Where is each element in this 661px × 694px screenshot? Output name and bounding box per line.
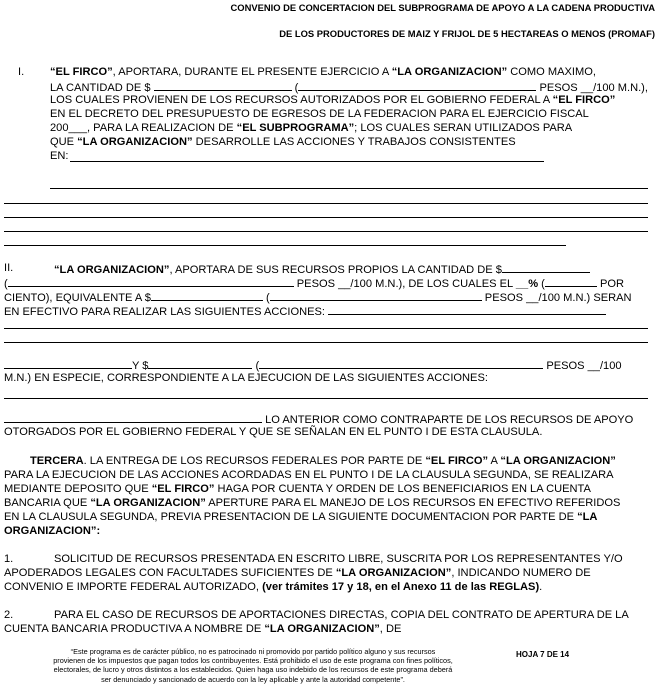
percent-words-blank[interactable] — [545, 276, 597, 287]
clause-tercera-line3: MEDIANTE DEPOSITO QUE “EL FIRCO” HAGA POR CUENTA Y ORDEN DE LOS BENEFICIARIOS EN LA CUENTA — [4, 483, 591, 495]
section-ii-number: II. — [4, 262, 14, 274]
in-kind-actions-blank[interactable] — [4, 412, 262, 423]
clause-tercera-line6: ORGANIZACION”: — [4, 525, 101, 537]
cash-amount-words-blank[interactable] — [270, 290, 482, 301]
actions-blank[interactable] — [4, 245, 566, 246]
section-i-line6: QUE “LA ORGANIZACION” DESARROLLE LAS ACCIONES Y TRABAJOS CONSISTENTES — [50, 136, 516, 148]
section-ii-line8: OTORGADOS POR EL GOBIERNO FEDERAL Y QUE SE SEÑALAN EN EL PUNTO I DE ESTA CLAUSULA. — [4, 426, 543, 438]
cash-actions-blank[interactable] — [328, 304, 606, 315]
actions-blank[interactable] — [4, 203, 648, 204]
footer-legal-notice: “Este programa es de carácter público, no es patrocinado ni promovido por partido político alguno y sus recursos provienen de los impuestos que pagan todos los contribuyentes. Está prohibido el uso de este programa con fines políticos, electorales, de lucro y otros distintos a los establecidos. Quien haga uso indebido de los recursos de este programa deberá ser denunciado y sancionado de acuerdo con la ley aplicable y ante la autoridad competente”. — [53, 647, 453, 684]
item-1-line1: SOLICITUD DE RECURSOS PRESENTADA EN ESCRITO LIBRE, SUSCRITA POR LOS REPRESENTANTES Y/O — [54, 553, 623, 565]
amount-blank[interactable] — [154, 80, 292, 91]
actions-blank[interactable] — [4, 231, 648, 232]
amount-words-blank[interactable] — [298, 80, 536, 91]
section-ii-line4: EN EFECTIVO PARA REALIZAR LAS SIGUIENTES ACCIONES: — [4, 304, 606, 319]
header-title-line1: CONVENIO DE CONCERTACION DEL SUBPROGRAMA DE APOYO A LA CADENA PRODUCTIVA — [230, 2, 655, 13]
clause-tercera-line4: BANCARIA QUE “LA ORGANIZACION” APERTURE PARA EL MANEJO DE LOS RECURSOS EN EFECTIVO REFERIDOS — [4, 497, 621, 509]
item-1-number: 1. — [4, 553, 14, 565]
in-kind-actions-blank[interactable] — [4, 398, 648, 399]
page-number: HOJA 7 DE 14 — [516, 650, 570, 659]
in-kind-amount-blank[interactable] — [148, 358, 252, 369]
section-i-number: I. — [18, 66, 25, 78]
cash-actions-blank[interactable] — [4, 328, 648, 329]
cash-amount-blank[interactable] — [151, 290, 263, 301]
section-i-line2: LA CANTIDAD DE $ ( PESOS __/100 M.N.), — [50, 82, 648, 94]
section-ii-line1: “LA ORGANIZACION”, APORTARA DE SUS RECURSOS PROPIOS LA CANTIDAD DE $ — [54, 262, 590, 277]
section-i-line3: LOS CUALES PROVIENEN DE LOS RECURSOS AUTORIZADOS POR EL GOBIERNO FEDERAL A “EL FIRCO” — [50, 94, 616, 106]
in-kind-amount-words-blank[interactable] — [259, 358, 543, 369]
own-amount-words-blank[interactable] — [8, 276, 294, 287]
section-ii-line2: ( PESOS __/100 M.N.), DE LOS CUALES EL __% ( POR — [4, 278, 624, 290]
section-i-line7: EN: — [50, 150, 69, 162]
item-2-line1: PARA EL CASO DE RECURSOS DE APORTACIONES DIRECTAS, COPIA DEL CONTRATO DE APERTURA DE LA — [54, 609, 629, 621]
item-2-line2: CUENTA BANCARIA PRODUCTIVA A NOMBRE DE “LA ORGANIZACION”, DE — [4, 623, 402, 635]
in-kind-blank[interactable] — [4, 358, 132, 369]
section-ii-line7: LO ANTERIOR COMO CONTRAPARTE DE LOS RECURSOS DE APOYO — [4, 412, 633, 427]
section-ii-line6: M.N.) EN ESPECIE, CORRESPONDIENTE A LA EJECUCION DE LAS SIGUIENTES ACCIONES: — [4, 372, 488, 384]
actions-blank[interactable] — [50, 188, 648, 189]
section-i-line5: 200___, PARA LA REALIZACION DE “EL SUBPROGRAMA”; LOS CUALES SERAN UTILIZADOS PARA — [50, 122, 573, 134]
section-ii-line5: Y $ ( PESOS __/100 — [4, 358, 622, 373]
actions-blank[interactable] — [4, 217, 648, 218]
cash-actions-blank[interactable] — [4, 342, 648, 343]
clause-tercera-line5: EN LA CLAUSULA SEGUNDA, PREVIA PRESENTACION DE LA SIGUIENTE DOCUMENTACION POR PARTE DE “LA — [4, 511, 598, 523]
actions-blank[interactable] — [70, 161, 544, 162]
clause-tercera-line2: PARA LA EJECUCION DE LAS ACCIONES ACORDADAS EN EL PUNTO I DE LA CLAUSULA SEGUNDA, SE REALIZARA — [4, 469, 614, 481]
section-ii-line3: CIENTO), EQUIVALENTE A $ ( PESOS __/100 M.N.) SERAN — [4, 292, 632, 304]
section-i-line4: EN EL DECRETO DEL PRESUPUESTO DE EGRESOS DE LA FEDERACION PARA EL EJERCICIO FISCAL — [50, 108, 589, 120]
section-i-line1: “EL FIRCO”, APORTARA, DURANTE EL PRESENTE EJERCICIO A “LA ORGANIZACION” COMO MAXIMO, — [50, 66, 596, 78]
item-1-line2: APODERADOS LEGALES CON FACULTADES SUFICIENTES DE “LA ORGANIZACION”, INDICANDO NUMERO DE — [4, 567, 591, 579]
clause-tercera-line1: TERCERA. LA ENTREGA DE LOS RECURSOS FEDERALES POR PARTE DE “EL FIRCO” A “LA ORGANIZACION” — [30, 455, 616, 467]
header-title-line2: DE LOS PRODUCTORES DE MAIZ Y FRIJOL DE 5 HECTAREAS O MENOS (PROMAF) — [279, 28, 655, 39]
own-amount-blank[interactable] — [502, 262, 590, 273]
item-2-number: 2. — [4, 609, 14, 621]
item-1-line3: CONVENIO E IMPORTE FEDERAL AUTORIZADO, (ver trámites 17 y 18, en el Anexo 11 de las REGLAS). — [4, 581, 543, 593]
